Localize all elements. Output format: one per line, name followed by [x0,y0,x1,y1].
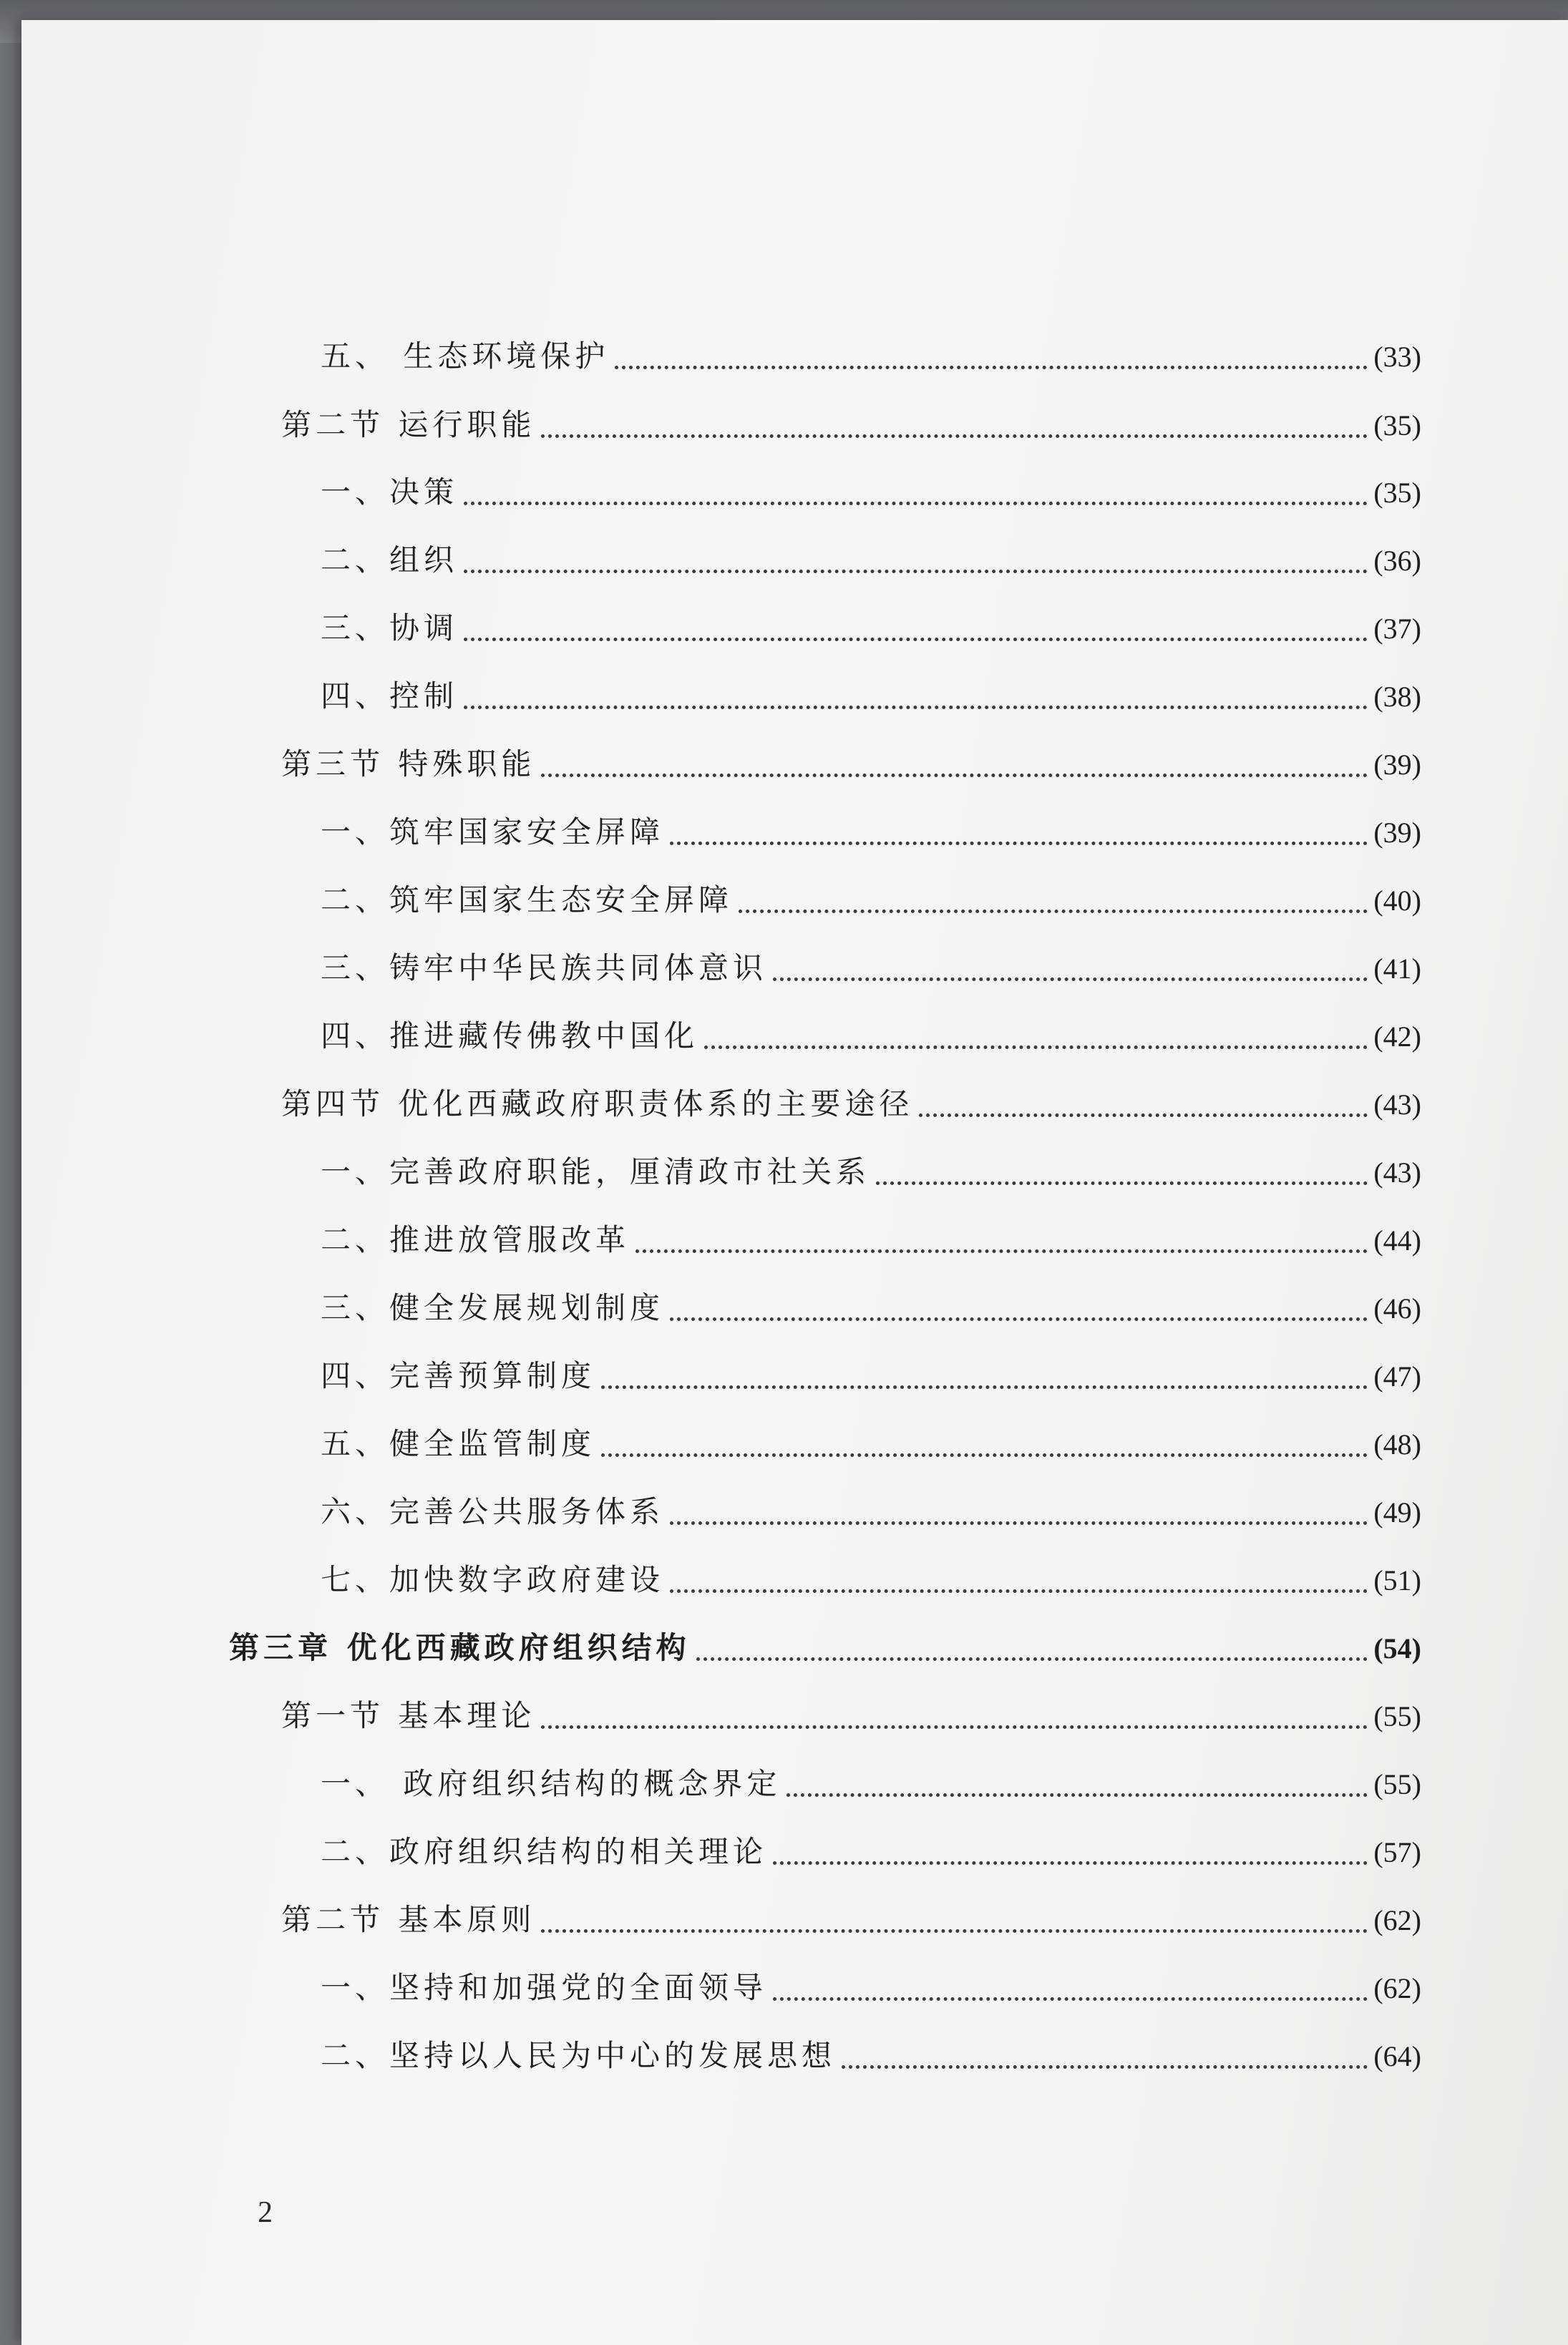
dot-leader [601,1384,1368,1389]
toc-entry-page: (40) [1373,884,1421,917]
toc-entry-title: 二、政府组织结构的相关理论 [321,1834,768,1869]
toc-entry [281,1083,1421,1126]
toc-entry-page: (35) [1373,477,1421,509]
toc-entry-page: (43) [1373,1088,1421,1121]
toc-entry [321,1491,1421,1534]
toc-entry-page: (46) [1373,1292,1421,1325]
dot-leader [696,1656,1368,1661]
toc-entry [321,607,1421,650]
toc-entry-title: 二、推进放管服改革 [321,1222,630,1257]
toc-entry [321,1966,1421,2009]
toc-entry-page: (41) [1373,952,1421,985]
toc-entry [321,1559,1421,1601]
toc-entry [321,675,1421,718]
toc-entry-page: (39) [1373,749,1421,781]
toc-entry [321,1355,1421,1398]
toc-entry [321,947,1421,990]
toc-entry [321,1151,1421,1194]
toc-entry-page: (57) [1373,1836,1421,1868]
toc-entry-title: 第三章 优化西藏政府组织结构 [229,1630,691,1665]
toc-entry [321,1763,1421,1805]
toc-entry-page: (43) [1373,1156,1421,1189]
toc-entry-page: (55) [1373,1768,1421,1800]
dot-leader [773,1860,1368,1865]
toc-entry-page: (33) [1373,341,1421,373]
toc-entry-page: (44) [1373,1224,1421,1257]
dot-leader [787,1792,1368,1797]
toc-entry-title: 四、推进藏传佛教中国化 [321,1018,699,1053]
dot-leader [773,976,1368,981]
dot-leader [842,2064,1368,2069]
toc-entry-title: 第二节 运行职能 [281,407,536,442]
page-number: 2 [258,2196,273,2229]
dot-leader [601,1452,1368,1457]
toc-entry-title: 四、完善预算制度 [321,1358,596,1393]
dot-leader [541,1724,1368,1729]
toc-entry-title: 五、 生态环境保护 [321,338,610,374]
dot-leader [670,840,1368,845]
dot-leader [464,704,1368,709]
toc-entry-page: (64) [1373,2040,1421,2072]
toc-entry-title: 第四节 优化西藏政府职责体系的主要途径 [281,1086,914,1121]
toc-entry-page: (49) [1373,1496,1421,1529]
dot-leader [464,568,1368,573]
toc-entry-title: 第一节 基本理论 [281,1698,536,1733]
toc-entry-page: (54) [1373,1632,1421,1664]
toc-entry [321,1830,1421,1873]
toc-entry [321,471,1421,514]
dot-leader [541,772,1368,777]
dot-leader [739,908,1368,913]
toc-entry-title: 二、组织 [321,542,459,577]
toc-entry [281,1695,1421,1737]
toc-entry [321,2034,1421,2077]
dot-leader [670,1520,1368,1525]
toc-entry-page: (51) [1373,1564,1421,1596]
toc-entry-title: 三、铸牢中华民族共同体意识 [321,950,768,985]
toc-entry-title: 四、控制 [321,678,459,713]
dot-leader [464,636,1368,641]
toc-entry [321,335,1421,378]
toc-entry-title: 一、完善政府职能，厘清政市社关系 [321,1154,871,1189]
toc-entry [321,539,1421,582]
toc-entry-page: (35) [1373,409,1421,442]
toc-entry-title: 三、协调 [321,610,459,645]
toc-entry [321,1219,1421,1262]
dot-leader [919,1112,1368,1117]
toc-entry [321,1423,1421,1466]
toc-entry-page: (62) [1373,1972,1421,2004]
dot-leader [636,1248,1368,1253]
toc-entry-title: 二、坚持以人民为中心的发展思想 [321,2038,837,2073]
toc-entry-title: 七、加快数字政府建设 [321,1562,665,1597]
toc-entry [229,1627,1421,1669]
toc-entry [321,1015,1421,1058]
toc-entry-title: 第三节 特殊职能 [281,746,536,781]
toc-entry-page: (42) [1373,1020,1421,1053]
dot-leader [670,1588,1368,1593]
dot-leader [670,1316,1368,1321]
toc-entry-title: 一、决策 [321,474,459,510]
toc-entry-page: (48) [1373,1428,1421,1461]
toc-entry-page: (37) [1373,613,1421,645]
toc-entry-page: (38) [1373,681,1421,713]
toc-entry-page: (62) [1373,1904,1421,1936]
book-page [21,20,1568,2345]
toc-entry-title: 二、筑牢国家生态安全屏障 [321,882,734,917]
toc-entry-title: 一、 政府组织结构的概念界定 [321,1766,781,1801]
toc-entry [281,743,1421,786]
toc-entry [321,1287,1421,1330]
toc-entry-page: (36) [1373,545,1421,577]
toc-entry-page: (47) [1373,1360,1421,1393]
toc-entry [281,404,1421,447]
toc-entry [281,1898,1421,1941]
toc-entry [321,879,1421,922]
dot-leader [876,1180,1368,1185]
toc-entry-page: (55) [1373,1700,1421,1732]
table-of-contents [21,20,1568,2345]
toc-entry-title: 一、筑牢国家安全屏障 [321,814,665,849]
dot-leader [464,500,1368,505]
toc-entry-title: 一、坚持和加强党的全面领导 [321,1970,768,2005]
toc-entry-page: (39) [1373,816,1421,849]
dot-leader [615,364,1368,369]
dot-leader [541,1928,1368,1933]
toc-entry-title: 五、健全监管制度 [321,1426,596,1461]
toc-entry-title: 三、健全发展规划制度 [321,1290,665,1325]
dot-leader [541,433,1368,438]
toc-entry-title: 第二节 基本原则 [281,1902,536,1937]
toc-entry [321,811,1421,854]
dot-leader [773,1996,1368,2001]
toc-entry-title: 六、完善公共服务体系 [321,1494,665,1529]
dot-leader [704,1044,1368,1049]
